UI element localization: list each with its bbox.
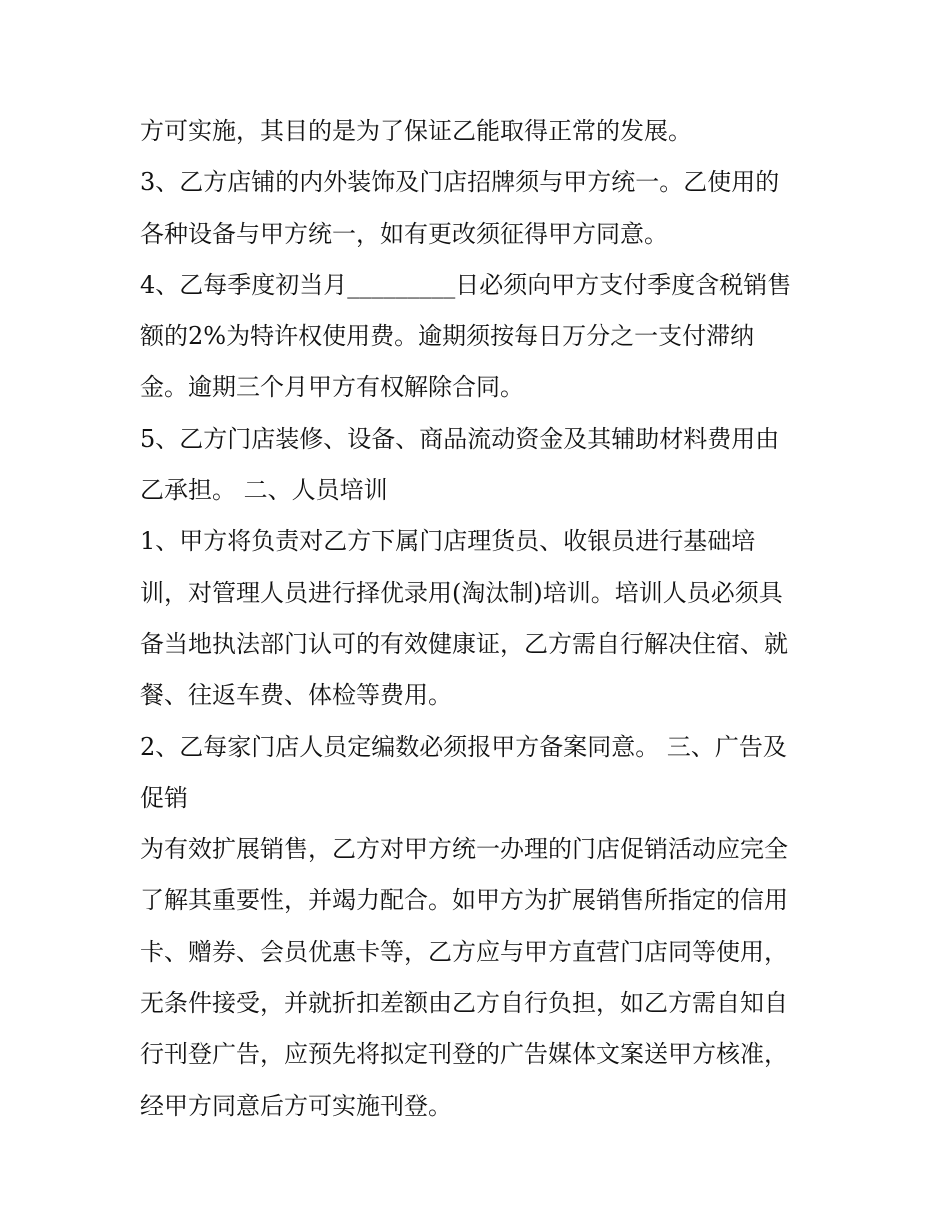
text-line: 促销 bbox=[140, 783, 188, 812]
text-line: 额的2%为特许权使用费。逾期须按每日万分之一支付滞纳 bbox=[140, 322, 755, 351]
text-line: 各种设备与甲方统一，如有更改须征得甲方同意。 bbox=[140, 219, 668, 248]
text-line: 训，对管理人员进行择优录用(淘汰制)培训。培训人员必须具 bbox=[140, 578, 783, 607]
text-line: 2、乙每家门店人员定编数必须报甲方备案同意。 三、广告及 bbox=[140, 732, 787, 761]
text-line: 方可实施，其目的是为了保证乙能取得正常的发展。 bbox=[140, 117, 692, 145]
text-line: 1、甲方将负责对乙方下属门店理货员、收银员进行基础培 bbox=[140, 527, 756, 556]
text-line: 卡、赠券、会员优惠卡等，乙方应与甲方直营门店同等使用， bbox=[140, 937, 788, 966]
contract-text bbox=[140, 106, 830, 1132]
text-line: 4、乙每季度初当月_________日必须向甲方支付季度含税销售 bbox=[140, 270, 792, 299]
text-line: 3、乙方店铺的内外装饰及门店招牌须与甲方统一。乙使用的 bbox=[140, 168, 780, 197]
text-line: 金。逾期三个月甲方有权解除合同。 bbox=[140, 373, 524, 402]
text-line: 乙承担。 二、人员培训 bbox=[140, 476, 388, 505]
text-line: 无条件接受，并就折扣差额由乙方自行负担，如乙方需自知自 bbox=[140, 989, 788, 1018]
text-line: 了解其重要性，并竭力配合。如甲方为扩展销售所指定的信用 bbox=[140, 886, 788, 915]
text-line: 5、乙方门店装修、设备、商品流动资金及其辅助材料费用由 bbox=[140, 424, 780, 453]
text-line: 行刊登广告，应预先将拟定刊登的广告媒体文案送甲方核准， bbox=[140, 1040, 788, 1069]
text-line: 经甲方同意后方可实施刊登。 bbox=[140, 1091, 452, 1120]
text-line: 为有效扩展销售，乙方对甲方统一办理的门店促销活动应完全 bbox=[140, 835, 788, 864]
text-line: 餐、往返车费、体检等费用。 bbox=[140, 681, 452, 710]
text-line: 备当地执法部门认可的有效健康证，乙方需自行解决住宿、就 bbox=[140, 629, 788, 658]
